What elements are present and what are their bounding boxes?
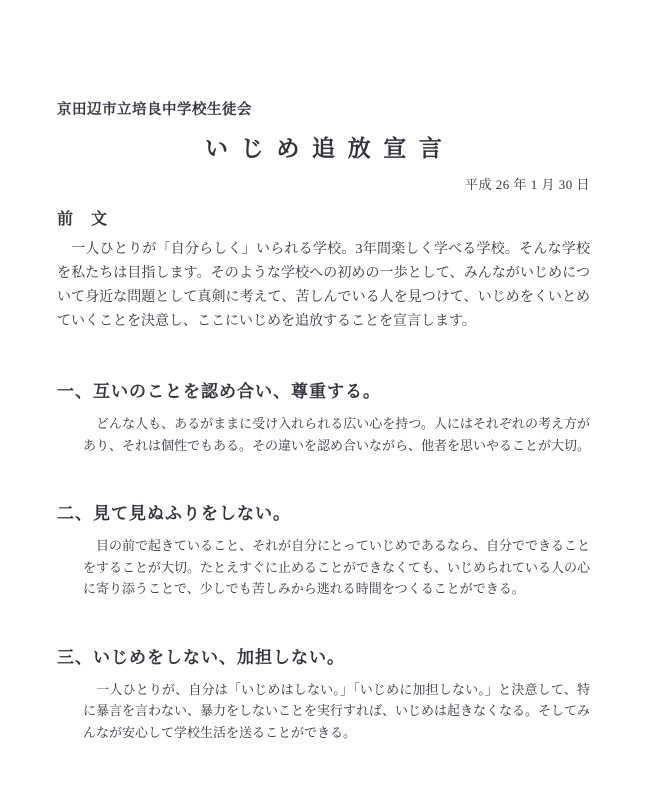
article-2	[57, 502, 590, 600]
preamble-text: 一人ひとりが「自分らしく」いられる学校。3年間楽しく学べる学校。そんな学校を私たちは目指します。そのような学校への初めの一歩として、みんながいじめについて身近な問題として真剣に考えて、苦しんでいる人を見つけて、いじめをくいとめていくことを決意し、ここにいじめを追放することを宣言します。	[57, 242, 590, 329]
article-2-text: 目の前で起きていること、それが自分にとっていじめであるなら、自分でできることをすることが大切。たとえすぐに止めることができなくても、いじめられている人の心に寄り添うことで、少しでも苦しみから逃れる時間をつくることができる。	[83, 538, 591, 596]
article-2-heading: 二、見て見ぬふりをしない。	[57, 504, 291, 523]
article-1-text: どんな人も、あるがままに受け入れられる広い心を持つ。人にはそれぞれの考え方があり、それは個性でもある。その違いを認め合いながら、他者を思いやることが大切。	[83, 416, 591, 453]
article-3	[57, 646, 590, 744]
article-1-heading: 一、互いのことを認め合い、尊重する。	[57, 382, 381, 401]
article-3-heading: 三、いじめをしない、加担しない。	[57, 647, 345, 667]
article-1	[57, 380, 590, 456]
article-3-text: 一人ひとりが、自分は「いじめはしない。」「いじめに加担しない。」と決意して、特に暴言を言わない、暴力をしないことを実行すれば、いじめは起きなくなる。そしてみんなが安心して学校生活を送ることができる。	[83, 681, 591, 740]
document-date: 平成 26 年 1 月 30 日	[464, 177, 590, 192]
preamble-section	[57, 209, 590, 334]
preamble-heading: 前 文	[57, 211, 109, 228]
document-title: いじめ追放宣言	[205, 136, 455, 161]
organization-name: 京田辺市立培良中学校生徒会	[57, 102, 252, 118]
